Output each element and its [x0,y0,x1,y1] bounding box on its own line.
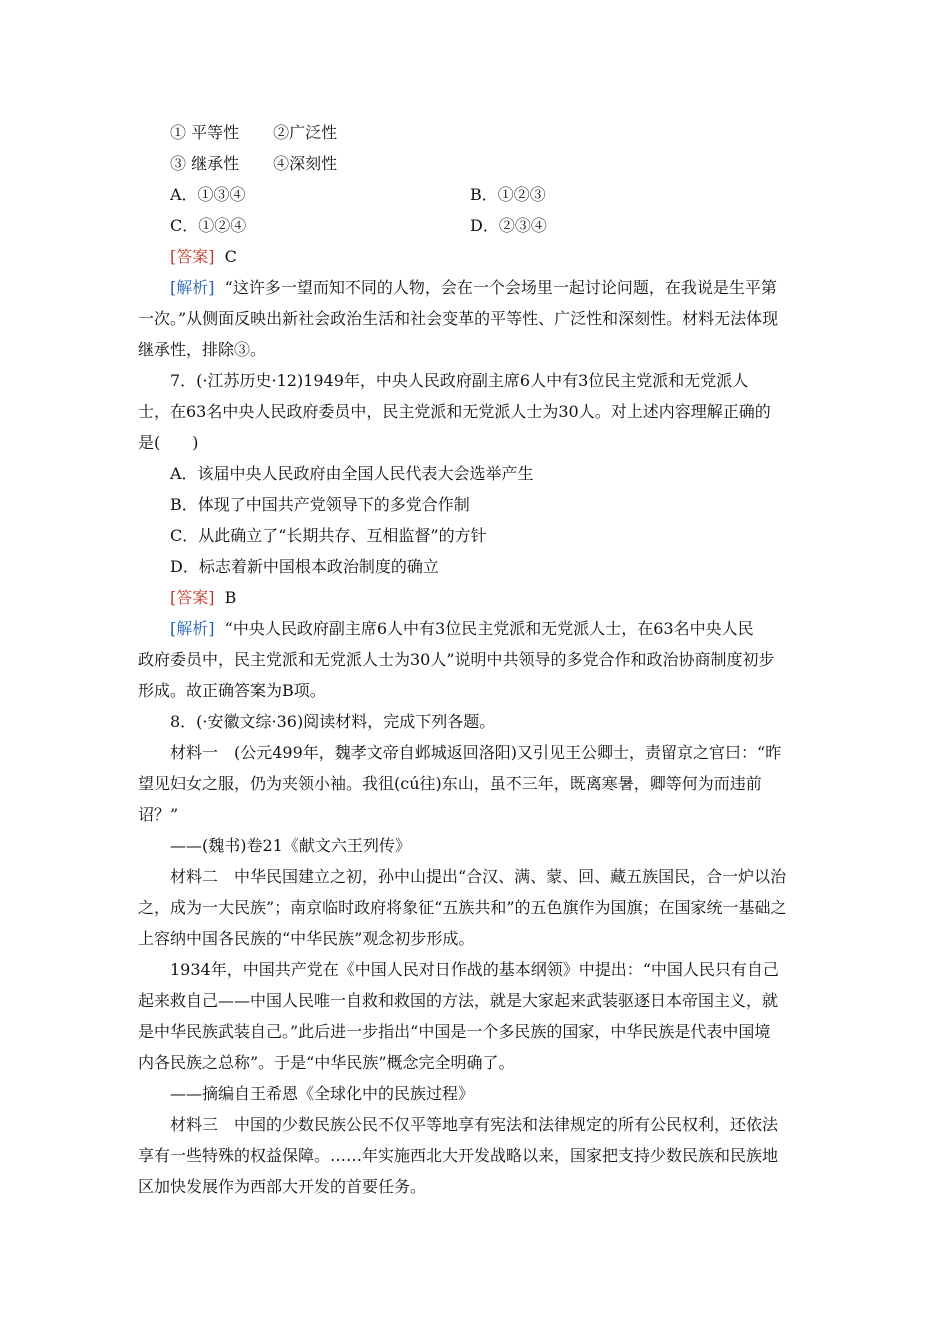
q7-stem-line-3: 是( ) [138,433,199,452]
q8-material3-line-1: 材料三 中国的少数民族公民不仅平等地享有宪法和法律规定的所有公民权利，还依法 [170,1115,779,1134]
q7-choice-b: B．体现了中国共产党领导下的多党合作制 [170,495,470,514]
q8-material2-source: ——摘编自王希恩《全球化中的民族过程》 [170,1084,475,1103]
q8-material3-line-2: 享有一些特殊的权益保障。……年实施西北大开发战略以来，国家把支持少数民族和民族地 [138,1146,779,1165]
option-row-2 [170,154,337,174]
option-row-1 [170,123,337,143]
answer-value: C [224,247,237,266]
choice-b: B．①②③ [470,185,546,204]
choice-c: C．①②④ [170,216,247,235]
q8-material1-source: ——(魏书)卷21《献文六王列传》 [170,836,411,855]
q8-material1-line-3: 诏？” [138,805,179,824]
q8-material2-line-2: 之，成为一大民族”；南京临时政府将象征“五族共和”的五色旗作为国旗；在国家统一基础之 [138,898,787,917]
q8-material2b-line-4: 内各民族之总称”。于是“中华民族”概念完全明确了。 [138,1053,515,1072]
analysis-text: “中央人民政府副主席6人中有3位民主党派和无党派人士，在63名中央人民 [224,619,754,638]
q7-analysis-line-3: 形成。故正确答案为B项。 [138,681,326,700]
analysis-tag: [解析] [170,619,215,638]
analysis-text: “这许多一望而知不同的人物，会在一个会场里一起讨论问题，在我说是生平第 [224,278,777,297]
answer-value: B [224,588,237,607]
q6-analysis-line-1 [170,278,777,298]
analysis-tag: [解析] [170,278,215,297]
q8-material2b-line-2: 起来救自己——中国人民唯一自救和救国的方法，就是大家起来武装驱逐日本帝国主义，就 [138,991,779,1010]
option-depth: ④深刻性 [273,154,338,173]
q7-stem-line-2: 士，在63名中央人民政府委员中，民主党派和无党派人士为30人。对上述内容理解正确的 [138,402,771,421]
q8-stem: 8．(·安徽文综·36)阅读材料，完成下列各题。 [170,712,496,731]
q8-material3-line-3: 区加快发展作为西部大开发的首要任务。 [138,1177,427,1196]
answer-tag: [答案] [170,588,215,607]
option-inheritance: ③ 继承性 [170,154,240,173]
option-equality: ① 平等性 [170,123,240,142]
q7-analysis-line-2: 政府委员中，民主党派和无党派人士为30人”说明中共领导的多党合作和政治协商制度初步 [138,650,775,669]
q8-material2b-line-3: 是中华民族武装自己。”此后进一步指出“中国是一个多民族的国家，中华民族是代表中国境 [138,1022,771,1041]
q7-stem-line-1: 7．(·江苏历史·12)1949年，中央人民政府副主席6人中有3位民主党派和无党派人 [170,371,749,390]
q8-material2b-line-1: 1934年，中国共产党在《中国人民对日作战的基本纲领》中提出：“中国人民只有自己 [170,960,779,979]
q7-choice-c: C．从此确立了“长期共存、互相监督”的方针 [170,526,487,545]
q7-choice-a: A．该届中央人民政府由全国人民代表大会选举产生 [170,464,534,483]
choice-a: A．①③④ [170,185,246,204]
answer-tag: [答案] [170,247,215,266]
q7-analysis-line-1 [170,619,754,639]
q8-material2-line-1: 材料二 中华民国建立之初，孙中山提出“合汉、满、蒙、回、藏五族国民，合一炉以治 [170,867,787,886]
q8-material2-line-3: 上容纳中国各民族的“中华民族”观念初步形成。 [138,929,475,948]
q6-answer-row [170,247,237,267]
q6-analysis-line-3: 继承性，排除③。 [138,340,267,359]
q6-analysis-line-2: 一次。”从侧面反映出新社会政治生活和社会变革的平等性、广泛性和深刻性。材料无法体现 [138,309,779,328]
q7-answer-row [170,588,236,608]
q8-material1-line-1: 材料一 (公元499年，魏孝文帝自邺城返回洛阳)又引见王公卿士，责留京之官曰：“昨 [170,743,782,762]
option-breadth: ②广泛性 [273,123,338,142]
choice-d: D．②③④ [470,216,547,235]
q7-choice-d: D．标志着新中国根本政治制度的确立 [170,557,439,576]
q8-material1-line-2: 望见妇女之服，仍为夹领小袖。我徂(cú往)东山，虽不三年，既离寒暑，卿等何为而违前 [138,774,762,793]
